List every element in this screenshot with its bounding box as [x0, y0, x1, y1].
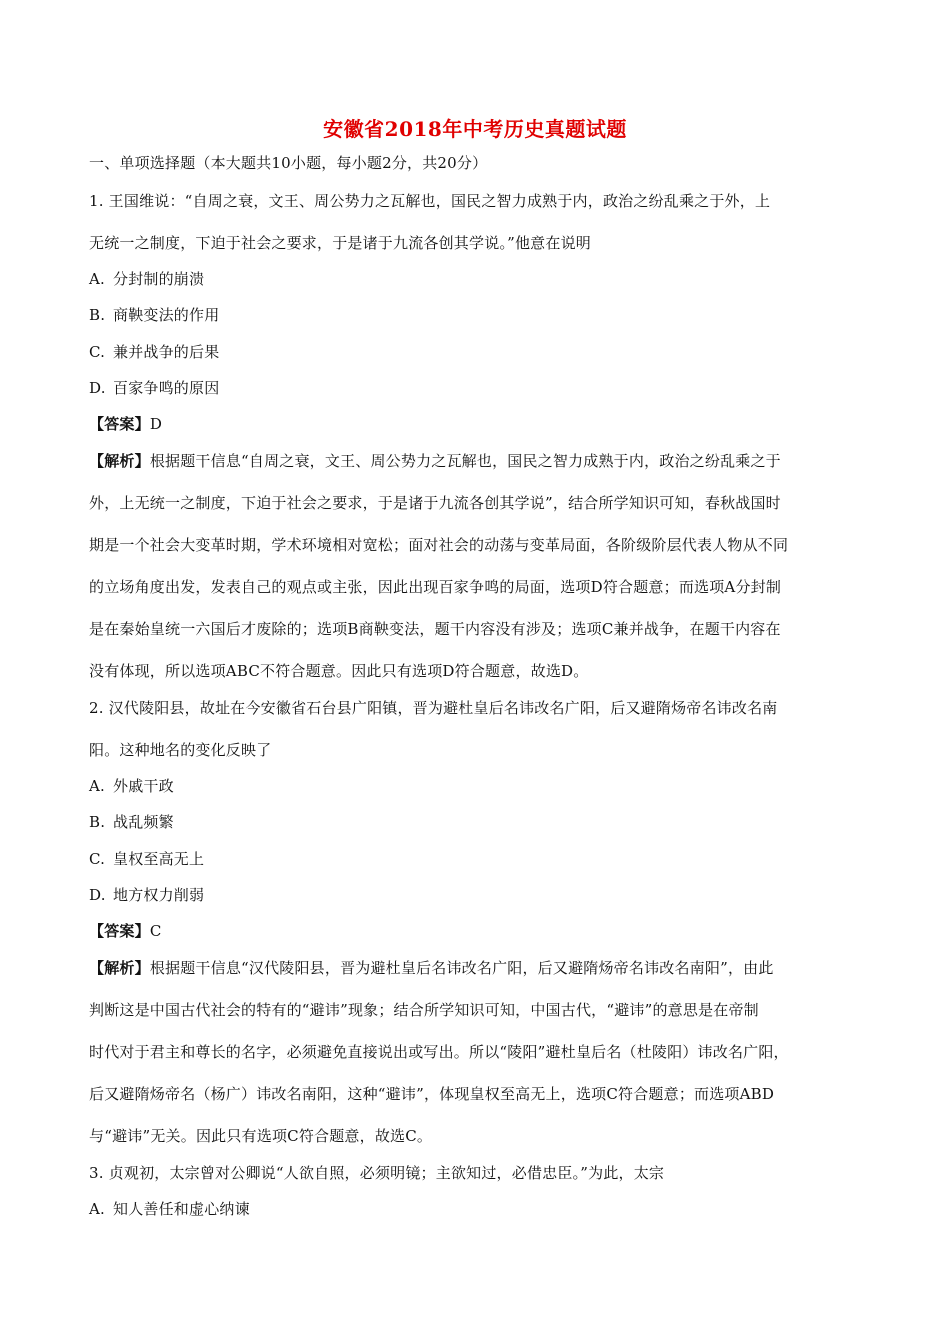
q2-analysis-line-2: 判断这是中国古代社会的特有的“避讳”现象；结合所学知识可知，中国古代，“避讳”的意思是在帝制 [89, 1001, 759, 1019]
option-letter: B. [89, 306, 106, 324]
q1-analysis-line-5: 是在秦始皇统一六国后才废除的；选项B商鞅变法，题干内容没有涉及；选项C兼并战争，在题干内容在 [89, 620, 781, 638]
q1-analysis-line-6: 没有体现，所以选项ABC不符合题意。因此只有选项D符合题意，故选D。 [89, 662, 589, 680]
q1-option-c [89, 341, 219, 362]
q2-option-a [89, 775, 174, 796]
option-letter: D. [89, 379, 106, 397]
answer-value: D [149, 415, 163, 433]
option-text: 商鞅变法的作用 [113, 306, 220, 324]
option-text: 皇权至高无上 [113, 850, 205, 868]
q2-answer [89, 920, 162, 941]
q2-option-b [89, 811, 174, 832]
analysis-label: 【解析】 [89, 452, 150, 470]
section-heading: 一、单项选择题（本大题共10小题，每小题2分，共20分） [89, 154, 488, 172]
q2-analysis-line-4: 后又避隋炀帝名（杨广）讳改名南阳，这种“避讳”，体现皇权至高无上，选项C符合题意；而选项ABD [89, 1085, 775, 1103]
analysis-text: 根据题干信息“自周之衰，文王、周公势力之瓦解也，国民之智力成熟于内，政治之纷乱乘之于 [149, 452, 781, 470]
q1-analysis-line-4: 的立场角度出发，发表自己的观点或主张，因此出现百家争鸣的局面，选项D符合题意；而选项A分封制 [89, 578, 782, 596]
q1-analysis-line-1 [89, 450, 781, 471]
q1-stem-line-1: 1. 王国维说：“自周之衰，文王、周公势力之瓦解也，国民之智力成熟于内，政治之纷乱乘之于外，上 [89, 192, 771, 210]
q1-analysis-line-2: 外，上无统一之制度，下迫于社会之要求，于是诸于九流各创其学说”，结合所学知识可知，春秋战国时 [89, 494, 781, 512]
q2-analysis-line-1 [89, 957, 774, 978]
option-text: 战乱频繁 [113, 813, 174, 831]
option-text: 兼并战争的后果 [113, 343, 220, 361]
q1-stem-line-2: 无统一之制度，下迫于社会之要求，于是诸于九流各创其学说。”他意在说明 [89, 234, 591, 252]
option-letter: A. [89, 777, 106, 795]
answer-label: 【答案】 [89, 922, 150, 940]
option-text: 地方权力削弱 [113, 886, 205, 904]
option-letter: A. [89, 1200, 106, 1218]
q2-stem-line-2: 阳。这种地名的变化反映了 [89, 741, 272, 759]
q1-option-d [89, 377, 219, 398]
q3-option-a [89, 1198, 250, 1219]
analysis-label: 【解析】 [89, 959, 150, 977]
q2-option-c [89, 848, 204, 869]
option-text: 分封制的崩溃 [113, 270, 205, 288]
q2-stem-line-1: 2. 汉代陵阳县，故址在今安徽省石台县广阳镇，晋为避杜皇后名讳改名广阳，后又避隋炀帝名讳改名南 [89, 699, 778, 717]
q2-option-d [89, 884, 204, 905]
q1-option-a [89, 268, 204, 289]
option-letter: A. [89, 270, 106, 288]
option-text: 知人善任和虚心纳谏 [113, 1200, 250, 1218]
q2-analysis-line-5: 与“避讳”无关。因此只有选项C符合题意，故选C。 [89, 1127, 433, 1145]
option-letter: C. [89, 850, 106, 868]
option-letter: D. [89, 886, 106, 904]
q1-answer [89, 413, 162, 434]
option-text: 百家争鸣的原因 [113, 379, 220, 397]
q2-analysis-line-3: 时代对于君主和尊长的名字，必须避免直接说出或写出。所以“陵阳”避杜皇后名（杜陵阳）讳改名广阳， [89, 1043, 789, 1061]
option-letter: C. [89, 343, 106, 361]
page-title: 安徽省2018年中考历史真题试题 [323, 117, 627, 141]
answer-label: 【答案】 [89, 415, 150, 433]
option-letter: B. [89, 813, 106, 831]
q1-analysis-line-3: 期是一个社会大变革时期，学术环境相对宽松；面对社会的动荡与变革局面，各阶级阶层代表人物从不同 [89, 536, 789, 554]
option-text: 外戚干政 [113, 777, 174, 795]
analysis-text: 根据题干信息“汉代陵阳县，晋为避杜皇后名讳改名广阳，后又避隋炀帝名讳改名南阳”，由此 [149, 959, 774, 977]
q1-option-b [89, 304, 219, 325]
answer-value: C [149, 922, 162, 940]
q3-stem-line-1: 3. 贞观初，太宗曾对公卿说“人欲自照，必须明镜；主欲知过，必借忠臣。”为此，太宗 [89, 1164, 665, 1182]
